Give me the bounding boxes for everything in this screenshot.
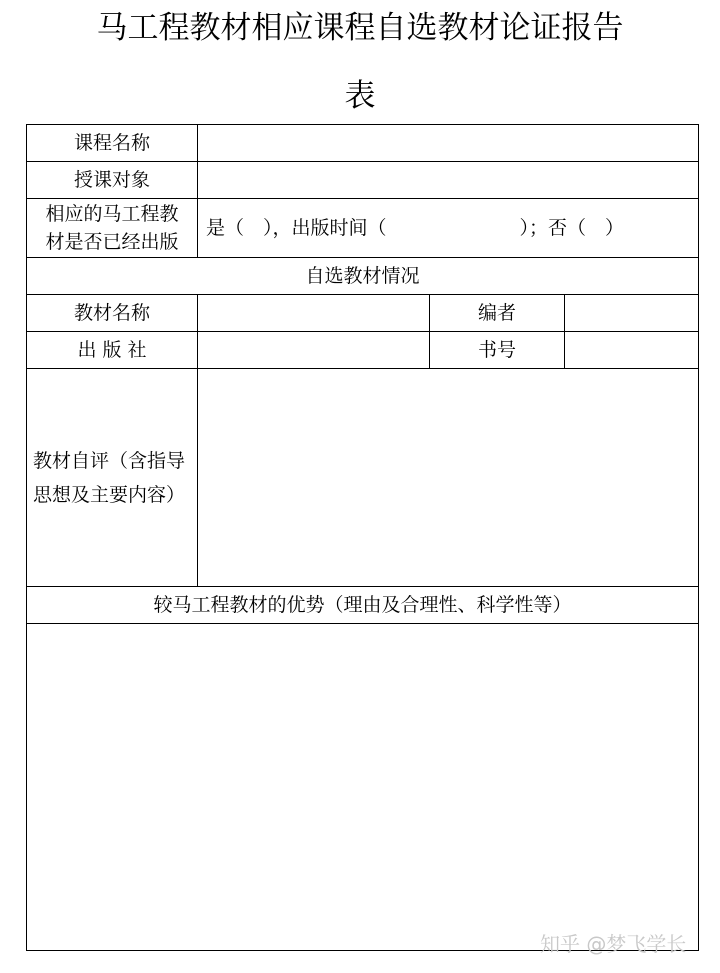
editor-label: 编者 bbox=[477, 302, 516, 324]
book-name-field[interactable] bbox=[198, 295, 429, 331]
self-eval-field[interactable] bbox=[198, 369, 698, 586]
watermark: 知乎 @梦飞学长 bbox=[540, 932, 687, 956]
form-title-line1: 马工程教材相应课程自选教材论证报告 bbox=[96, 10, 624, 46]
course-name-label: 课程名称 bbox=[73, 132, 150, 154]
book-no-field[interactable] bbox=[565, 332, 698, 368]
advantage-header: 较马工程教材的优势（理由及合理性、科学性等） bbox=[153, 594, 572, 616]
self-eval-label bbox=[27, 369, 197, 586]
advantage-field[interactable] bbox=[27, 624, 698, 950]
published-answer-field[interactable]: 是（ ），出版时间（ ）；否（ ） bbox=[206, 217, 625, 239]
published-question-label bbox=[27, 199, 197, 257]
publisher-field[interactable] bbox=[198, 332, 429, 368]
course-name-field[interactable] bbox=[198, 125, 698, 161]
self-eval-line1: 教材自评（含指导 bbox=[33, 449, 186, 472]
book-name-label: 教材名称 bbox=[73, 302, 150, 324]
book-no-label: 书号 bbox=[477, 339, 516, 361]
table-border-right bbox=[698, 124, 699, 951]
section-header: 自选教材情况 bbox=[305, 265, 420, 287]
publisher-label: 出 版 社 bbox=[77, 339, 147, 361]
self-eval-line2: 思想及主要内容） bbox=[33, 483, 186, 506]
target-field[interactable] bbox=[198, 162, 698, 198]
editor-field[interactable] bbox=[565, 295, 698, 331]
published-question-line2: 材是否已经出版 bbox=[45, 231, 179, 253]
form-title-line2: 表 bbox=[344, 78, 376, 114]
target-label: 授课对象 bbox=[73, 169, 150, 191]
published-question-line1: 相应的马工程教 bbox=[45, 203, 179, 225]
